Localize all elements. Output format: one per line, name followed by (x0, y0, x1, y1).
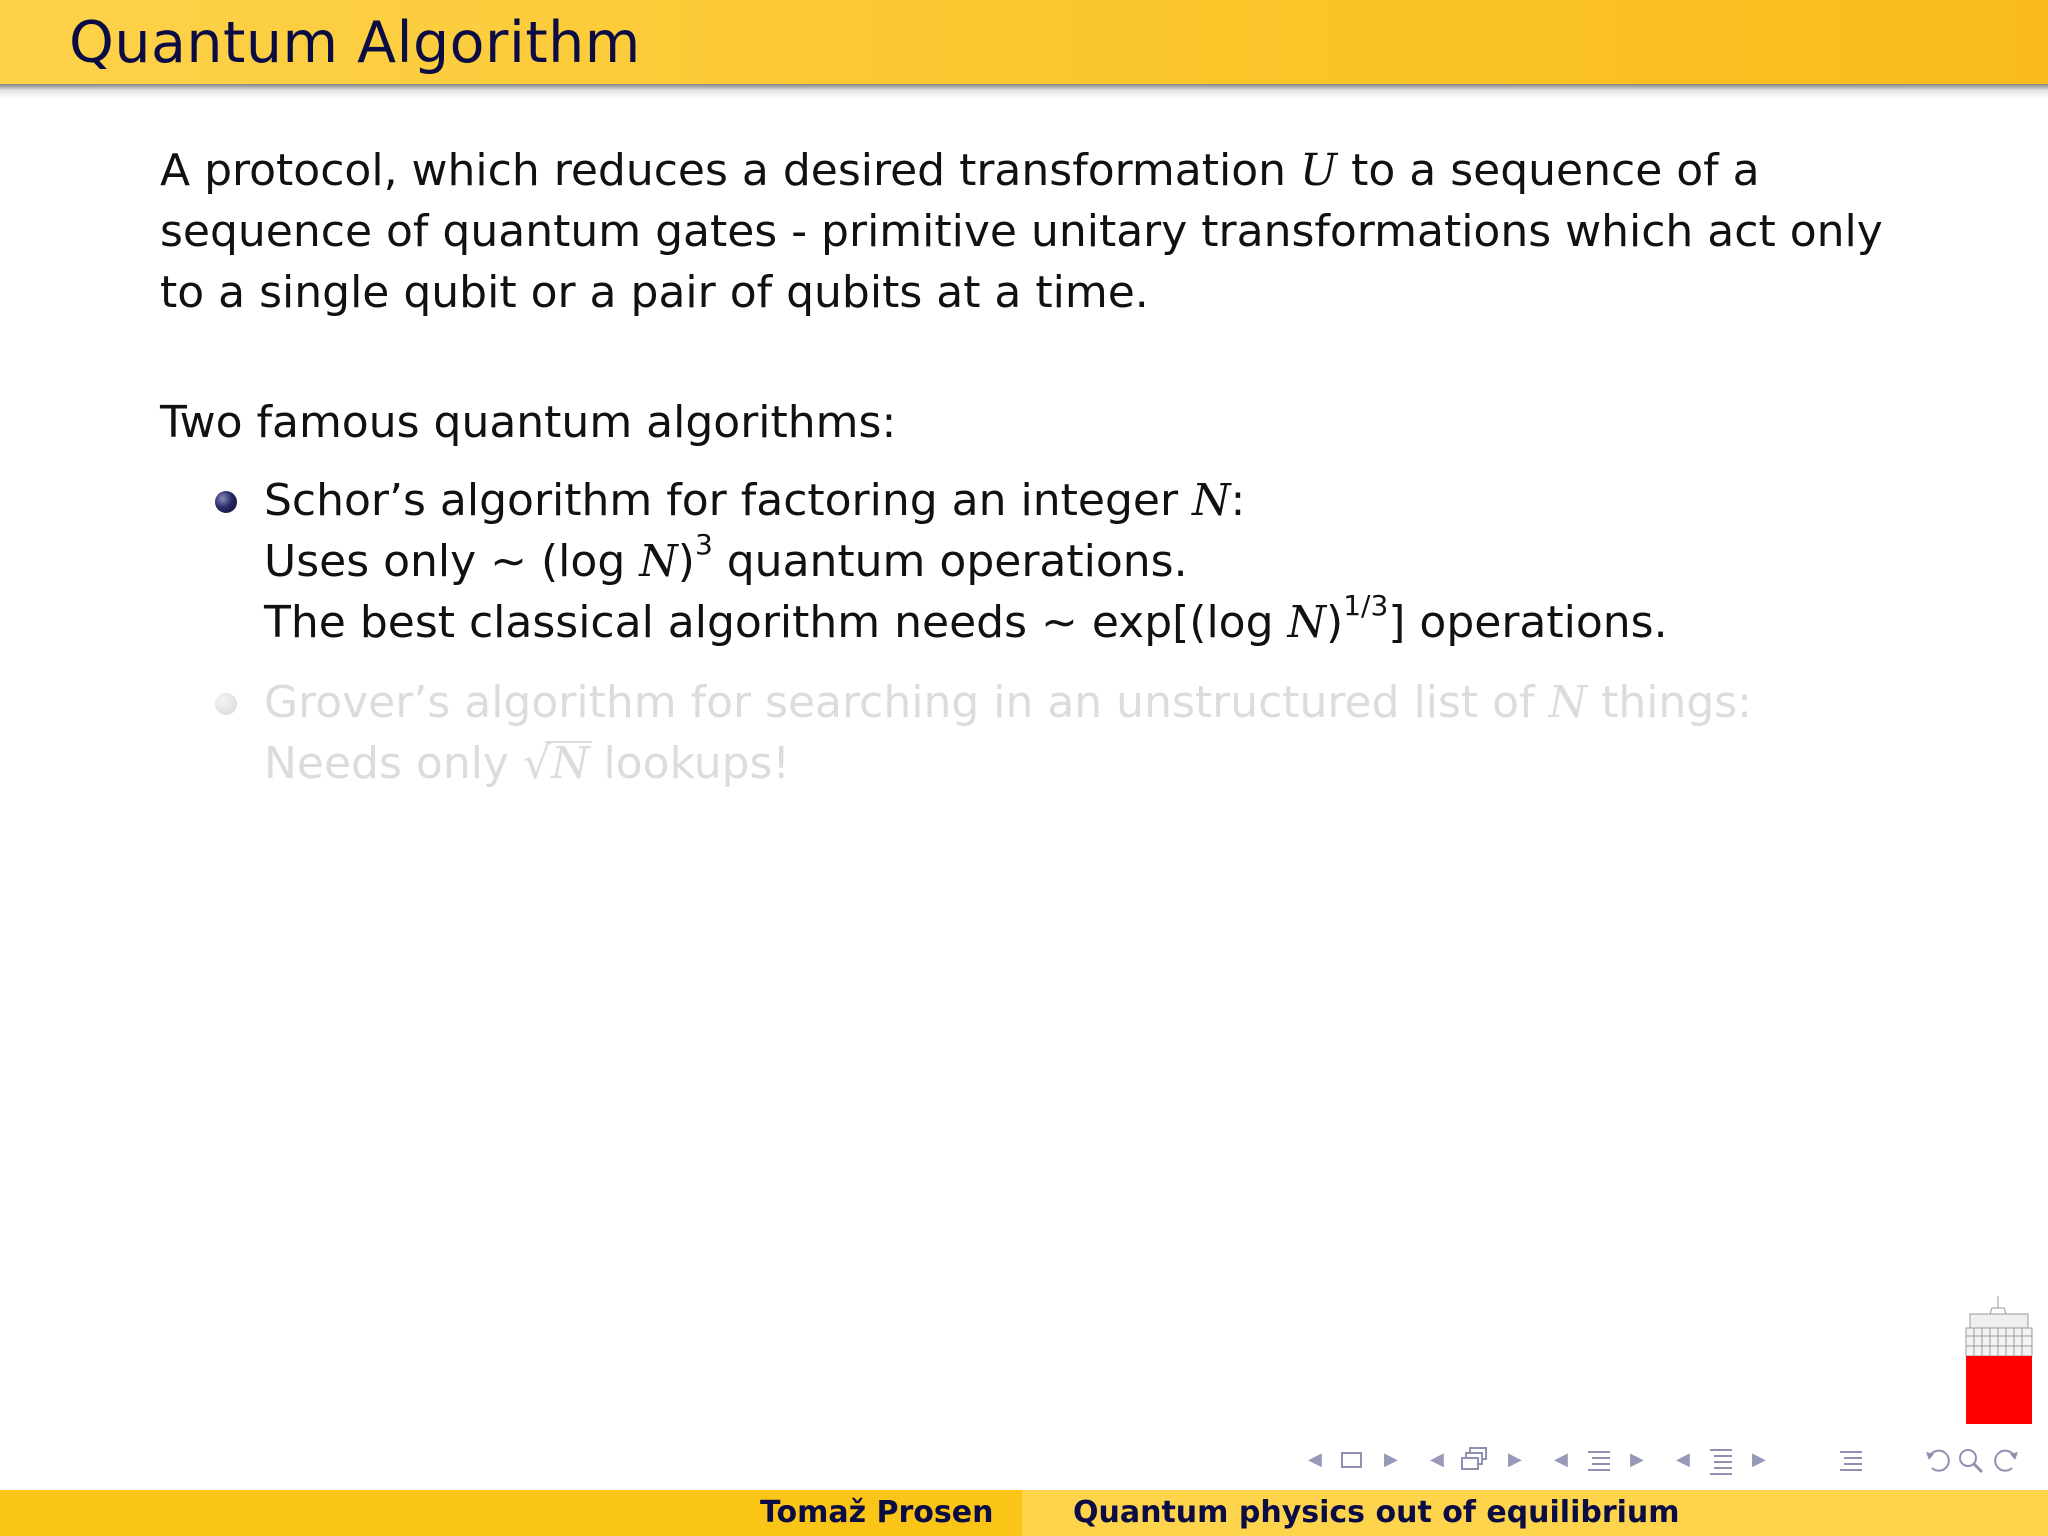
nav-section-next-icon[interactable]: ▶ (1630, 1449, 1644, 1470)
shor-line-1 (264, 470, 1668, 531)
symbol-N: N (551, 738, 590, 789)
sqrt-bar (545, 741, 592, 743)
intro-line-1 (160, 140, 1883, 201)
nav-controls (1300, 1442, 2040, 1478)
intro-paragraph (160, 140, 1883, 323)
sqrt-N (523, 733, 590, 794)
list-item-grover (264, 672, 1752, 794)
list-item-shor (264, 470, 1668, 653)
grover-line-1 (264, 672, 1752, 733)
nav-frame-icon[interactable] (1340, 1442, 1364, 1478)
grover-line-2 (264, 733, 1752, 794)
header-shadow (0, 84, 2048, 98)
grover-line-1-text: Grover’s algorithm for searching in an unstructured list of (264, 677, 1535, 728)
nav-subsection-prev-icon[interactable]: ◀ (1430, 1449, 1444, 1470)
shor-line-3-close: ) (1326, 597, 1344, 648)
nav-frame-prev-icon[interactable]: ◀ (1308, 1449, 1322, 1470)
slide-title: Quantum Algorithm (69, 10, 641, 76)
nav-section-icon[interactable] (1586, 1442, 1614, 1478)
logo-red-block (1966, 1356, 2032, 1424)
intro-line-2: sequence of quantum gates - primitive unitary transformations which act only (160, 206, 1883, 257)
intro-text-1a: A protocol, which reduces a desired transformation (160, 145, 1287, 196)
intro-line-3: to a single qubit or a pair of qubits at a time. (160, 267, 1149, 318)
symbol-N: N (639, 536, 678, 587)
nav-back-icon[interactable] (1924, 1442, 1954, 1478)
grover-line-2-text: Needs only (264, 738, 509, 789)
shor-line-3-end: ] operations. (1388, 597, 1668, 648)
nav-search-icon[interactable] (1956, 1442, 1986, 1478)
nav-frame-next-icon[interactable]: ▶ (1384, 1449, 1398, 1470)
exponent-one-third: 1/3 (1343, 589, 1389, 623)
footer-title: Quantum physics out of equilibrium (1073, 1495, 1680, 1530)
shor-line-2-close: ) (677, 536, 695, 587)
footer-bar (0, 1490, 2048, 1536)
intro-text-1b: to a sequence of a (1351, 145, 1760, 196)
nav-forward-icon[interactable] (1990, 1442, 2020, 1478)
shor-line-2 (264, 528, 1668, 592)
header-bar (0, 0, 2048, 84)
symbol-N: N (1548, 677, 1588, 728)
sqrt-sign-icon: √ (522, 738, 552, 789)
algorithms-heading: Two famous quantum algorithms: (160, 397, 897, 448)
grover-line-1-end: things: (1587, 677, 1752, 728)
nav-subsection-icon[interactable] (1460, 1442, 1492, 1478)
shor-line-3-text: The best classical algorithm needs ∼ exp[(log (264, 597, 1274, 648)
shor-line-1-end: : (1230, 475, 1246, 526)
nav-document-prev-icon[interactable]: ◀ (1676, 1449, 1690, 1470)
nav-subsection-next-icon[interactable]: ▶ (1508, 1449, 1522, 1470)
shor-line-2-text: Uses only ∼ (log (264, 536, 626, 587)
nav-document-next-icon[interactable]: ▶ (1752, 1449, 1766, 1470)
bullet-icon-grover (215, 693, 237, 715)
nav-section-prev-icon[interactable]: ◀ (1554, 1449, 1568, 1470)
symbol-N: N (1192, 475, 1231, 526)
exponent-3: 3 (694, 528, 713, 562)
symbol-N: N (1287, 597, 1327, 648)
nav-document-icon[interactable] (1708, 1442, 1736, 1478)
shor-line-3 (264, 589, 1668, 653)
symbol-U: U (1300, 145, 1338, 196)
shor-line-2-end: quantum operations. (712, 536, 1188, 587)
footer-author: Tomaž Prosen (760, 1495, 994, 1530)
shor-line-1-text: Schor’s algorithm for factoring an integer (264, 475, 1179, 526)
nav-outline-icon[interactable] (1838, 1442, 1866, 1478)
university-building-logo (1964, 1294, 2034, 1424)
bullet-icon-shor (215, 491, 237, 513)
grover-line-2-end: lookups! (589, 738, 791, 789)
